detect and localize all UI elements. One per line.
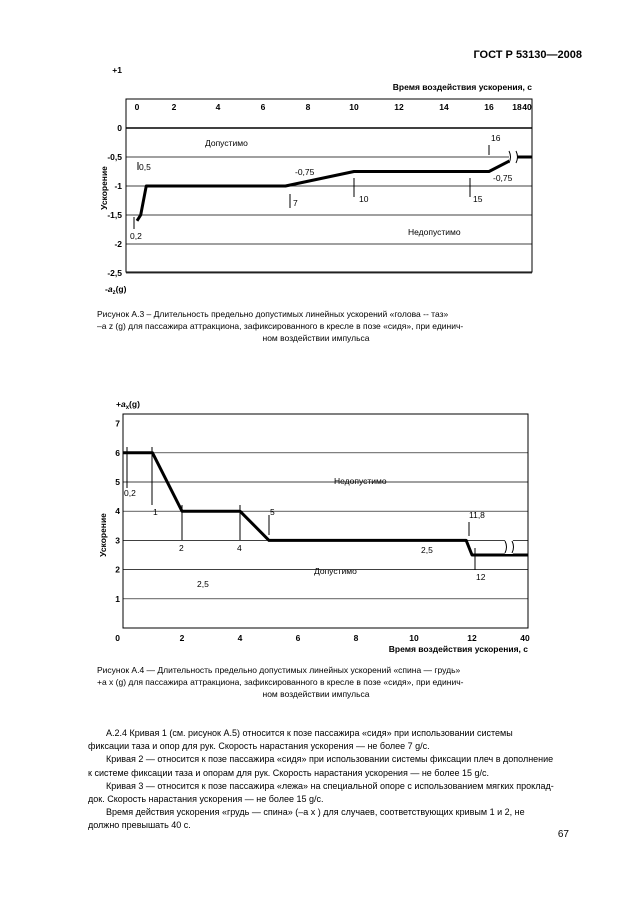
- region-label-allowed: Допустимо: [205, 138, 248, 148]
- page-number: 67: [557, 829, 569, 840]
- y-tick-label: 5: [115, 477, 120, 487]
- point-label: 11,8: [469, 510, 485, 520]
- point-label: 1: [153, 507, 158, 517]
- y-tick-label: 4: [115, 506, 120, 517]
- x-tick-label: 4: [215, 102, 221, 112]
- point-label: 5: [270, 507, 275, 517]
- y-tick-label: 1: [115, 593, 120, 604]
- point-label: 4: [237, 543, 242, 553]
- x-tick-label: 10: [409, 633, 419, 643]
- caption-a4-line2: +a x (g) для пассажира аттракциона, зафиксированного в кресле в позе «сидя», при единич-: [97, 677, 464, 687]
- caption-a3-line2: –a z (g) для пассажира аттракциона, зафиксированного в кресле в позе «сидя», при единич-: [97, 321, 464, 331]
- point-label: 2,5: [197, 579, 209, 589]
- x-tick-label: 2: [171, 102, 177, 112]
- point-label: 7: [293, 198, 298, 208]
- point-label: -0,75: [295, 167, 315, 177]
- y-tick-label: 6: [115, 447, 120, 458]
- point-label: 0,2: [130, 231, 142, 241]
- caption-a3-line1: Рисунок А.3 – Длительность предельно допустимых линейных ускорений «голова -- таз»: [97, 309, 449, 319]
- limit-curve: [123, 453, 528, 555]
- region-label-forbidden: Недопустимо: [408, 227, 461, 237]
- y-tick-label: 0: [117, 123, 122, 133]
- y-tick-label: 7: [115, 418, 120, 429]
- paragraph-curve-2: Кривая 2 — относится к позе пассажира «сидя» при использовании системы фиксации плеч в дополнение к системе фиксации таза и опорам для рук. Скорость нарастания ускорения — не более 15 g/с.: [88, 754, 554, 778]
- y-tick-label: -1: [114, 181, 122, 191]
- paragraph-duration: Время действия ускорения «грудь — спина» (–a x ) для случаев, соответствующих кривым 1 и 2, не должно превышать 40 с.: [88, 807, 525, 831]
- point-label: 10: [359, 194, 369, 204]
- x-tick-label: 40: [520, 633, 530, 643]
- x-tick-label: 4: [237, 633, 243, 643]
- x-tick-label: 8: [353, 633, 359, 643]
- x-tick-label: 14: [439, 102, 449, 112]
- point-label: 12: [476, 572, 486, 582]
- x-tick-label: 0: [134, 102, 140, 112]
- x-tick-label: 2: [179, 633, 185, 643]
- x-tick-label: 40: [522, 102, 532, 112]
- y-tick-label: 2: [115, 564, 120, 575]
- point-label: 2: [179, 543, 184, 553]
- x-tick-label: 6: [260, 102, 266, 112]
- x-tick-label: 10: [349, 102, 359, 112]
- caption-a4-line1: Рисунок А.4 — Длительность предельно допустимых линейных ускорений «спина — грудь»: [97, 665, 461, 675]
- caption-a3-line3: ном воздействии импульса: [262, 333, 370, 343]
- point-label: 0,2: [124, 488, 136, 498]
- doc-code: ГОСТ Р 53130—2008: [473, 49, 582, 61]
- x-tick-label: 8: [305, 102, 311, 112]
- x-tick-label: 18: [512, 102, 522, 112]
- caption-figure-a4: [97, 664, 535, 700]
- caption-a4-line3: ном воздействии импульса: [262, 689, 370, 699]
- y-unit-label: $+a_x(g)$: [116, 399, 140, 411]
- y-tick-label: +1: [112, 65, 122, 75]
- paragraph-curve-3: Кривая 3 — относится к позе пассажира «лежа» на специальной опоре с использованием мягких проклад- док. Скорость нарастания ускорения — не более 15 g/с.: [88, 780, 554, 805]
- region-label-allowed: Допустимо: [314, 566, 357, 576]
- x-tick-label: 12: [394, 102, 404, 112]
- y-axis-title: Ускорение: [99, 166, 109, 210]
- body-text: [88, 727, 556, 833]
- chart-figure-a3: [0, 0, 630, 300]
- x-tick-label: 0: [115, 633, 120, 643]
- region-label-forbidden: Недопустимо: [334, 476, 387, 486]
- y-tick-label: -2: [114, 239, 122, 249]
- x-tick-label: 12: [467, 633, 477, 643]
- y-axis-title: Ускорение: [98, 513, 108, 557]
- caption-figure-a3: [97, 308, 535, 344]
- plot-frame: [123, 414, 528, 628]
- x-tick-label: 16: [484, 102, 494, 112]
- x-tick-label: 6: [295, 633, 301, 643]
- x-axis-title: Время воздействия ускорения, с: [388, 644, 528, 654]
- chart-figure-a4: [0, 385, 630, 655]
- y-tick-label: -0,5: [107, 152, 122, 162]
- point-label: -0,75: [493, 173, 513, 183]
- y-tick-label: -2,5: [107, 268, 122, 278]
- point-label: 15: [473, 194, 483, 204]
- point-label: 2,5: [421, 545, 433, 555]
- x-axis-title: Время воздействия ускорения, с: [392, 82, 532, 92]
- y-unit-label: $-a_z(g)$: [105, 284, 127, 296]
- paragraph-a24: А.2.4 Кривая 1 (см. рисунок А.5) относится к позе пассажира «сидя» при использовании системы фиксации таза и опор для рук. Скорость нарастания ускорения — не более 7 g/с.: [88, 728, 513, 752]
- limit-curve: [137, 157, 532, 221]
- y-tick-label: 3: [115, 535, 120, 546]
- y-tick-label: -1,5: [107, 210, 122, 220]
- point-label: 0,5: [139, 162, 151, 172]
- point-label: 16: [491, 133, 501, 143]
